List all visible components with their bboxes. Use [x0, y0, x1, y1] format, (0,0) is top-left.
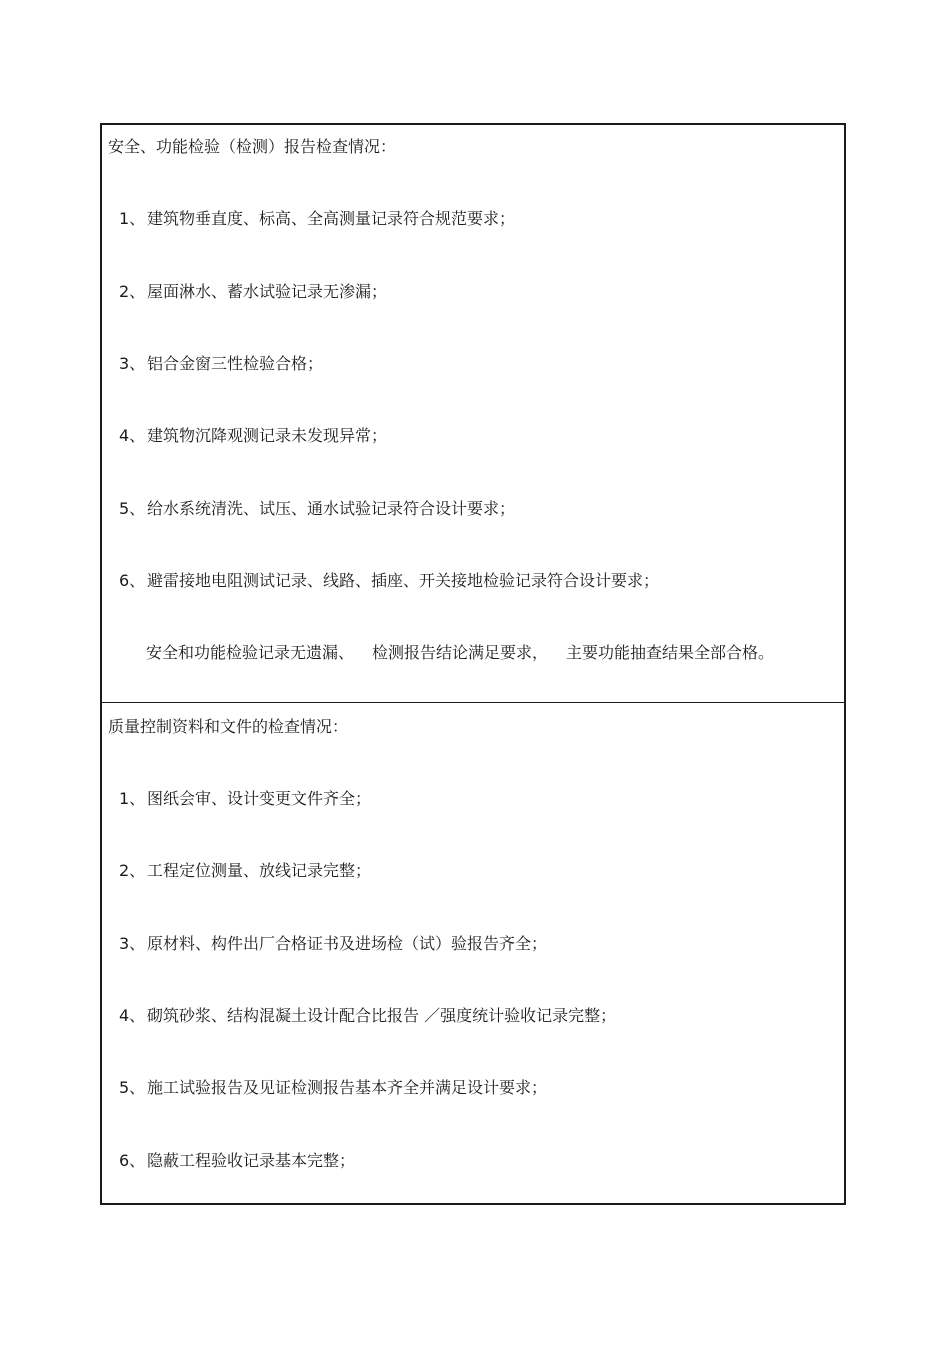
- list-item: [119, 1151, 355, 1171]
- item-number: 5、: [119, 1078, 146, 1097]
- safety-function-inspection-section: [102, 125, 844, 702]
- item-text: 建筑物垂直度、标高、全高测量记录符合规范要求；: [147, 209, 516, 228]
- item-number: 2、: [119, 282, 146, 301]
- list-item: [119, 934, 547, 954]
- list-item: [119, 861, 371, 881]
- item-number: 1、: [119, 209, 146, 228]
- list-item: [119, 1078, 547, 1098]
- item-text: 砌筑砂浆、结构混凝土设计配合比报告 ／强度统计验收记录完整；: [147, 1006, 617, 1025]
- inspection-form-table: [100, 123, 846, 1205]
- item-number: 5、: [119, 499, 146, 518]
- list-item: [119, 1006, 616, 1026]
- item-number: 6、: [119, 1151, 146, 1170]
- item-text: 给水系统清洗、试压、通水试验记录符合设计要求；: [147, 499, 516, 518]
- item-text: 铝合金窗三性检验合格；: [147, 354, 324, 373]
- item-text: 原材料、构件出厂合格证书及进场检（试）验报告齐全；: [147, 934, 548, 953]
- item-number: 3、: [119, 934, 146, 953]
- list-item: [119, 571, 659, 591]
- item-number: 3、: [119, 354, 146, 373]
- conclusion-part: 安全和功能检验记录无遗漏、: [146, 643, 355, 662]
- section-heading: 安全、功能检验（检测）报告检查情况：: [108, 137, 397, 156]
- list-item: [119, 789, 371, 809]
- quality-control-documents-section: [102, 703, 844, 1203]
- conclusion-part: 检测报告结论满足要求，: [372, 643, 549, 662]
- section-heading: 质量控制资料和文件的检查情况：: [108, 717, 349, 736]
- item-text: 建筑物沉降观测记录未发现异常；: [147, 426, 388, 445]
- item-text: 图纸会审、设计变更文件齐全；: [147, 789, 372, 808]
- list-item: [119, 282, 387, 302]
- inspection-conclusion: [146, 643, 774, 663]
- conclusion-part: 主要功能抽查结果全部合格。: [566, 643, 775, 662]
- item-text: 施工试验报告及见证检测报告基本齐全并满足设计要求；: [147, 1078, 548, 1097]
- list-item: [119, 354, 323, 374]
- list-item: [119, 209, 515, 229]
- list-item: [119, 499, 515, 519]
- item-number: 4、: [119, 1006, 146, 1025]
- item-number: 4、: [119, 426, 146, 445]
- item-text: 隐蔽工程验收记录基本完整；: [147, 1151, 356, 1170]
- list-item: [119, 426, 387, 446]
- item-text: 屋面淋水、蓄水试验记录无渗漏；: [147, 282, 388, 301]
- item-text: 避雷接地电阻测试记录、线路、插座、开关接地检验记录符合设计要求；: [147, 571, 660, 590]
- item-text: 工程定位测量、放线记录完整；: [147, 861, 372, 880]
- item-number: 2、: [119, 861, 146, 880]
- item-number: 6、: [119, 571, 146, 590]
- item-number: 1、: [119, 789, 146, 808]
